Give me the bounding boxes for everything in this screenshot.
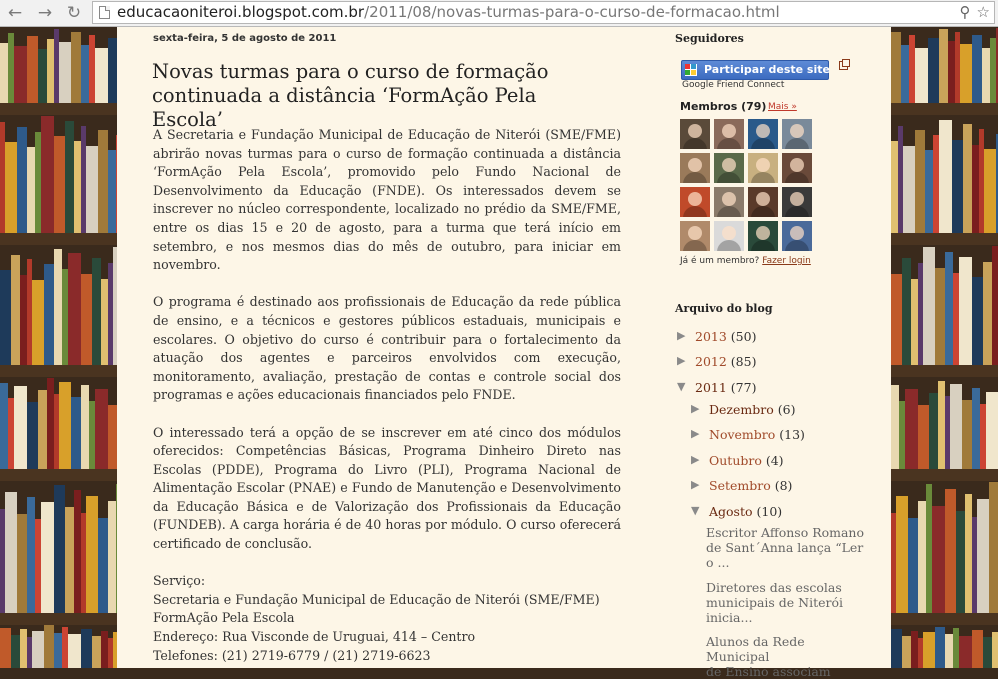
member-avatar[interactable]: [680, 221, 710, 251]
search-icon[interactable]: ⚲: [959, 3, 971, 21]
members-count: Membros (79): [680, 100, 767, 113]
member-avatar[interactable]: [748, 187, 778, 217]
archive-year-2013[interactable]: [677, 329, 756, 344]
archive-post-line: Escritor Affonso Romano: [706, 525, 865, 540]
service-phones: Telefones: (21) 2719-6779 / (21) 2719-6623: [153, 647, 431, 663]
archive-label[interactable]: 2011: [695, 380, 727, 395]
login-prompt: [680, 256, 811, 266]
archive-post-line: municipais de Niterói: [706, 595, 844, 610]
join-site-label: Participar deste site: [704, 63, 830, 76]
post-paragraph-3: O interessado terá a opção de se inscrever em até cinco dos módulos oferecidos: Competências Básicas, Programa Dinheiro Direto nas Escolas (PDDE), Programa do Livro (PLI), Programa Nacional de Alimentação Escolar (PNAE) e Fundo de Manutenção e Desenvolvimento da Educação Básica e de Valorização dos Profissionais da Educação (FUNDEB). A carga horária é de 40 horas por módulo. O curso oferecerá certificado de conclusão.: [153, 424, 621, 552]
archive-post-link[interactable]: [706, 634, 866, 679]
archive-post-link[interactable]: [706, 580, 866, 625]
archive-label[interactable]: Outubro: [709, 453, 762, 468]
post-paragraph-2: O programa é destinado aos profissionais de Educação da rede pública de ensino, e a técnicos e gestores públicos estaduais, municipais e escolares. O objetivo do curso é contribuir para o fortalecimento da atuação dos agentes e parceiros envolvidos com execução, monitoramento, avaliação, prestação de contas e controle social dos programas e ações educacionais financiados pelo FNDE.: [153, 294, 621, 403]
archive-label[interactable]: Dezembro: [709, 402, 774, 417]
archive-post-line: Diretores das escolas: [706, 580, 842, 595]
archive-count: (10): [752, 504, 783, 519]
archive-month-outubro[interactable]: [691, 453, 784, 468]
member-avatar[interactable]: [748, 221, 778, 251]
post-title[interactable]: [152, 60, 602, 132]
post-date: sexta-feira, 5 de agosto de 2011: [153, 33, 337, 44]
url-text[interactable]: [117, 3, 780, 22]
expanded-arrow-icon[interactable]: ▼: [691, 504, 700, 517]
service-org: Secretaria e Fundação Municipal de Educação de Niterói (SME/FME): [153, 591, 600, 607]
login-link[interactable]: Fazer login: [762, 256, 811, 266]
archive-label[interactable]: Agosto: [709, 504, 753, 519]
archive-label[interactable]: 2012: [695, 354, 727, 369]
member-avatar[interactable]: [748, 153, 778, 183]
browser-toolbar: [0, 0, 998, 27]
member-avatar[interactable]: [782, 153, 812, 183]
archive-month-novembro[interactable]: [691, 427, 805, 442]
archive-heading: Arquivo do blog: [675, 302, 773, 315]
archive-post-line: de Sant´Anna lança “Ler: [706, 540, 864, 555]
service-program: FormAção Pela Escola: [153, 610, 295, 626]
url-path: /2011/08/novas-turmas-para-o-curso-de-formacao.html: [364, 3, 780, 21]
archive-post-line: inicia...: [706, 610, 753, 625]
archive-count: (13): [775, 427, 805, 442]
archive-year-2012[interactable]: [677, 354, 756, 369]
archive-post-line: o ...: [706, 555, 730, 570]
post-title-line-2: continuada a distância ‘FormAção Pela Escola’: [152, 84, 537, 131]
member-avatar[interactable]: [748, 119, 778, 149]
followers-heading: Seguidores: [675, 32, 744, 45]
archive-month-dezembro[interactable]: [691, 402, 795, 417]
member-avatar[interactable]: [782, 221, 812, 251]
archive-count: (8): [770, 478, 793, 493]
archive-post-link[interactable]: [706, 525, 866, 570]
collapsed-arrow-icon[interactable]: ▶: [691, 427, 700, 440]
url-host: educacaoniteroi.blogspot.com.br: [117, 3, 365, 21]
post-title-line-1: Novas turmas para o curso de formação: [152, 60, 549, 83]
member-avatar[interactable]: [782, 119, 812, 149]
member-avatar[interactable]: [714, 221, 744, 251]
archive-count: (50): [726, 329, 757, 344]
collapsed-arrow-icon[interactable]: ▶: [691, 453, 700, 466]
archive-label[interactable]: Novembro: [709, 427, 776, 442]
archive-year-2011[interactable]: [677, 380, 756, 395]
archive-count: (77): [726, 380, 757, 395]
back-arrow-icon[interactable]: ←: [7, 3, 23, 23]
archive-label[interactable]: 2013: [695, 329, 727, 344]
more-members-link[interactable]: Mais »: [768, 102, 797, 112]
member-avatar[interactable]: [782, 187, 812, 217]
reload-icon[interactable]: ↻: [66, 3, 82, 23]
address-bar[interactable]: [92, 1, 995, 24]
login-prompt-text: Já é um membro?: [680, 256, 760, 266]
star-icon[interactable]: ☆: [976, 3, 990, 21]
member-avatars: [680, 119, 820, 251]
archive-count: (4): [761, 453, 784, 468]
archive-count: (85): [726, 354, 757, 369]
archive-count: (6): [773, 402, 796, 417]
popout-icon[interactable]: [839, 61, 848, 70]
member-avatar[interactable]: [714, 153, 744, 183]
post-body: [153, 126, 621, 665]
member-avatar[interactable]: [680, 153, 710, 183]
sidebar: [675, 27, 891, 679]
archive-post-line: de Ensino associam: [706, 664, 831, 679]
join-site-button[interactable]: [681, 60, 829, 80]
expanded-arrow-icon[interactable]: ▼: [677, 380, 686, 393]
member-avatar[interactable]: [680, 187, 710, 217]
collapsed-arrow-icon[interactable]: ▶: [691, 402, 700, 415]
service-heading: Serviço:: [153, 573, 206, 589]
post-paragraph-1: A Secretaria e Fundação Municipal de Educação de Niterói (SME/FME) abrirão novas turmas para o curso de formação continuada a distância ‘FormAção Pela Escola’, promovido pelo Fundo Nacional de Desenvolvimento da Educação (FNDE). Os interessados devem se inscrever no núcleo correspondente, localizado no prédio da SME/FME, entre os dias 15 e 20 de agosto, para a turma que terá início em setembro, e nos mesmos dias do mês de outubro, para iniciar em novembro.: [153, 127, 621, 273]
page-icon: [99, 6, 110, 19]
blog-content: [117, 27, 891, 679]
collapsed-arrow-icon[interactable]: ▶: [677, 354, 686, 367]
bookshelf-background-left: [0, 27, 117, 668]
forward-arrow-icon[interactable]: →: [37, 3, 53, 23]
google-friend-connect-icon: [685, 64, 697, 76]
bookshelf-background-right: [891, 27, 998, 668]
service-address: Endereço: Rua Visconde de Uruguai, 414 – Centro: [153, 629, 476, 645]
member-avatar[interactable]: [714, 119, 744, 149]
archive-label[interactable]: Setembro: [709, 478, 771, 493]
collapsed-arrow-icon[interactable]: ▶: [677, 329, 686, 342]
archive-month-setembro[interactable]: [691, 478, 792, 493]
gfc-label: Google Friend Connect: [682, 80, 785, 90]
collapsed-arrow-icon[interactable]: ▶: [691, 478, 700, 491]
archive-post-line: Alunos da Rede Municipal: [706, 634, 805, 664]
member-avatar[interactable]: [714, 187, 744, 217]
member-avatar[interactable]: [680, 119, 710, 149]
archive-month-agosto[interactable]: [691, 504, 782, 519]
